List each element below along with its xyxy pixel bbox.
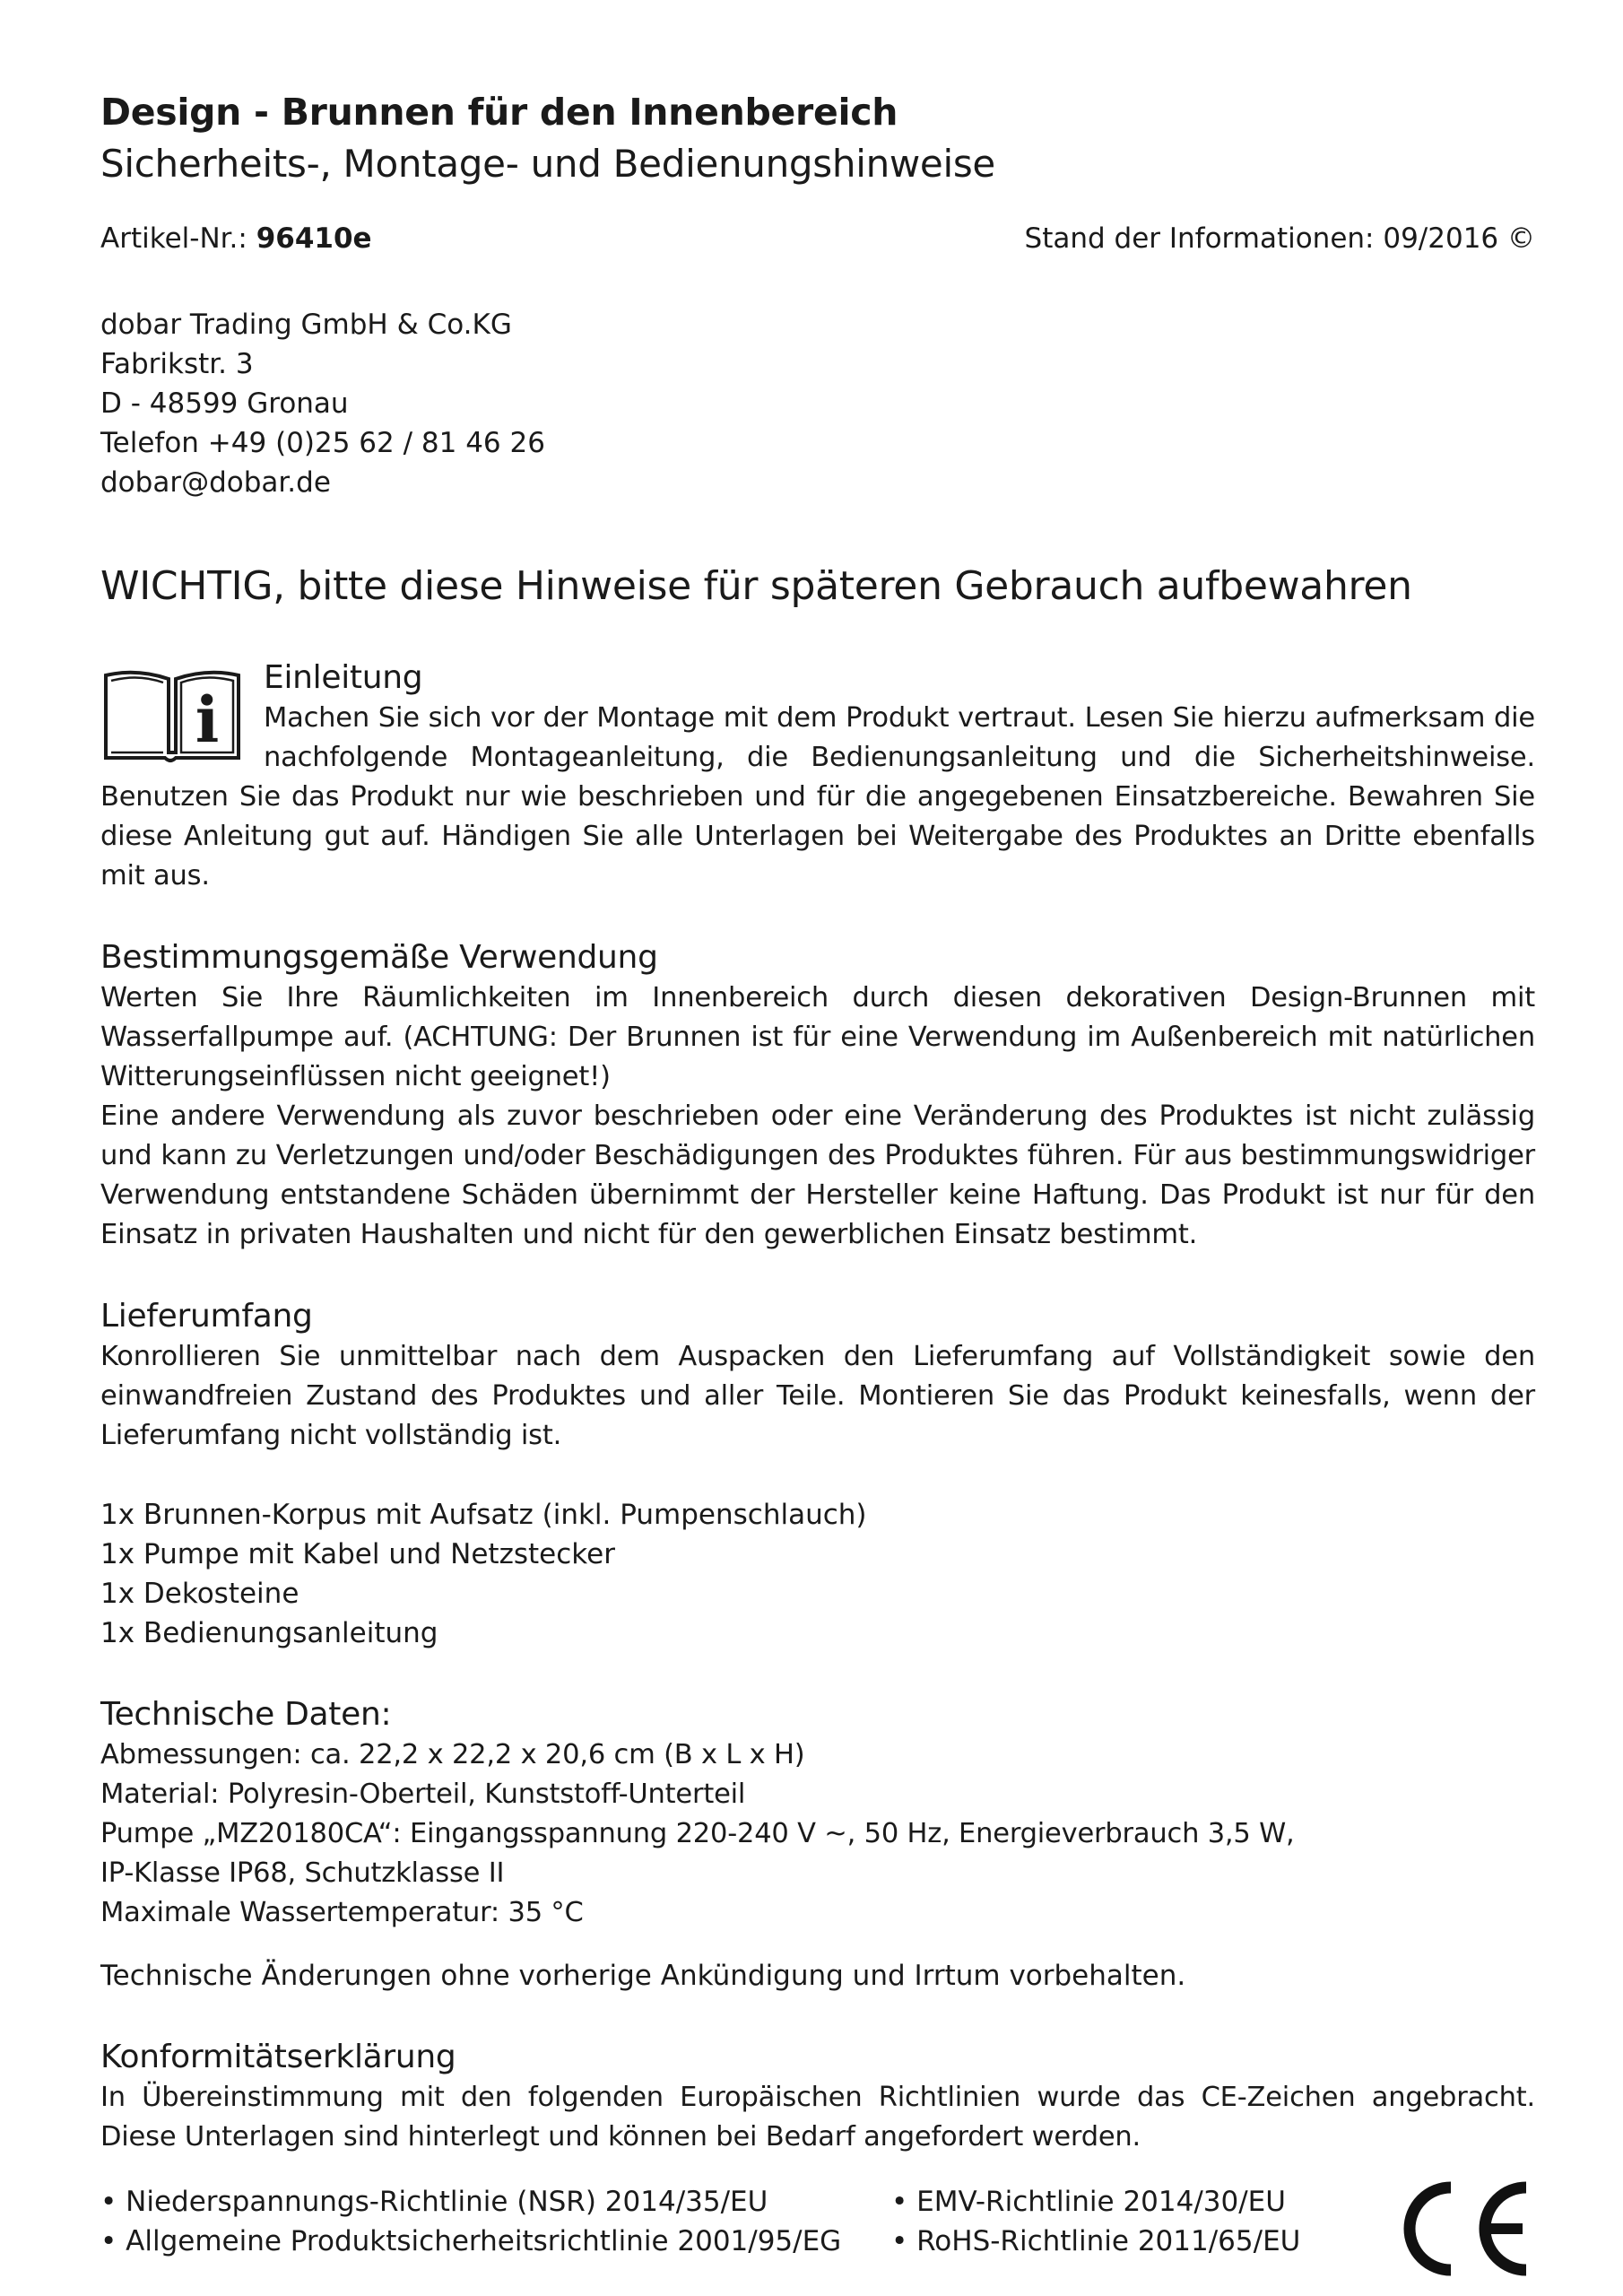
company-email: dobar@dobar.de (100, 465, 331, 499)
article-number: 96410e (256, 222, 372, 255)
list-item: 1x Brunnen-Korpus mit Aufsatz (inkl. Pumpenschlauch) (100, 1498, 867, 1531)
directive-list (100, 2182, 1535, 2268)
info-date: Stand der Informationen: 09/2016 © (1024, 222, 1535, 255)
info-book-icon (100, 666, 244, 765)
intro-text: Machen Sie sich vor der Montage mit dem Produkt vertraut. Lesen Sie hierzu aufmerksam die nachfolgende Montageanleitung, die Bedienungsanleitung und die Sicherheitshinweise. Benutzen Sie das Produkt nur wie beschrieben und für die angegebenen Einsatzbereiche. Bewahren Sie diese Anleitung gut auf. Händigen Sie alle Unterlagen bei Weitergabe des Produktes an Dritte ebenfalls mit aus. (100, 701, 1535, 891)
conformity-title: Konformitätserklärung (100, 2038, 456, 2075)
meta-row (100, 222, 1535, 262)
company-street: Fabrikstr. 3 (100, 347, 254, 380)
intro-section (100, 657, 1535, 896)
directive-column-right (891, 2182, 1300, 2261)
company-address (100, 305, 1535, 502)
list-item: 1x Bedienungsanleitung (100, 1616, 438, 1649)
document-title: Design - Brunnen für den Innenbereich (100, 91, 898, 134)
tech-line: IP-Klasse IP68, Schutzklasse II (100, 1857, 505, 1889)
info-icon-letter: i (195, 682, 220, 757)
ce-mark-icon (1392, 2177, 1535, 2281)
tech-line: Maximale Wassertemperatur: 35 °C (100, 1896, 584, 1928)
intro-title: Einleitung (264, 658, 423, 696)
company-city: D - 48599 Gronau (100, 387, 349, 420)
tech-line: Pumpe „MZ20180CA“: Eingangsspannung 220-240 V ~, 50 Hz, Energieverbrauch 3,5 W, (100, 1817, 1295, 1849)
article-label: Artikel-Nr.: (100, 222, 256, 255)
important-notice: WICHTIG, bitte diese Hinweise für späteren Gebrauch aufbewahren (100, 562, 1412, 609)
list-item: • EMV-Richtlinie 2014/30/EU (891, 2185, 1286, 2218)
document-subtitle: Sicherheits-, Montage- und Bedienungshinweise (100, 142, 995, 187)
delivery-text: Konrollieren Sie unmittelbar nach dem Auspacken den Lieferumfang auf Vollständigkeit sowie den einwandfreien Zustand des Produktes und aller Teile. Montieren Sie das Produkt keinesfalls, wenn der Lieferumfang nicht vollständig ist. (100, 1340, 1535, 1451)
delivery-list (100, 1495, 1535, 1653)
company-name: dobar Trading GmbH & Co.KG (100, 308, 512, 341)
usage-title: Bestimmungsgemäße Verwendung (100, 938, 658, 976)
list-item: • Niederspannungs-Richtlinie (NSR) 2014/35/EU (100, 2185, 768, 2218)
usage-paragraph-1: Werten Sie Ihre Räumlichkeiten im Innenbereich durch diesen dekorativen Design-Brunnen mit Wasserfallpumpe auf. (ACHTUNG: Der Brunnen ist für eine Verwendung im Außenbereich mit natürlichen Witterungseinflüssen nicht geeignet!) (100, 981, 1535, 1092)
list-item: 1x Pumpe mit Kabel und Netzstecker (100, 1537, 615, 1570)
tech-specs (100, 1735, 1535, 1933)
article-info (100, 222, 372, 255)
list-item: • Allgemeine Produktsicherheitsrichtlinie 2001/95/EG (100, 2224, 842, 2257)
company-phone: Telefon +49 (0)25 62 / 81 46 26 (100, 426, 545, 459)
conformity-text: In Übereinstimmung mit den folgenden Europäischen Richtlinien wurde das CE-Zeichen angebracht. Diese Unterlagen sind hinterlegt und können bei Bedarf angefordert werden. (100, 2081, 1535, 2152)
usage-paragraph-2: Eine andere Verwendung als zuvor beschrieben oder eine Veränderung des Produktes ist nicht zulässig und kann zu Verletzungen und/oder Beschädigungen des Produktes führen. Für aus bestimmungswidriger Verwendung entstandene Schäden übernimmt der Hersteller keine Haftung. Das Produkt ist nur für den Einsatz in privaten Haushalten und nicht für den gewerblichen Einsatz bestimmt. (100, 1100, 1535, 1250)
delivery-title: Lieferumfang (100, 1297, 313, 1335)
tech-disclaimer: Technische Änderungen ohne vorherige Ankündigung und Irrtum vorbehalten. (100, 1959, 1186, 1992)
tech-line: Abmessungen: ca. 22,2 x 22,2 x 20,6 cm (B x L x H) (100, 1738, 805, 1770)
list-item: • RoHS-Richtlinie 2011/65/EU (891, 2224, 1301, 2257)
list-item: 1x Dekosteine (100, 1577, 299, 1610)
tech-line: Material: Polyresin-Oberteil, Kunststoff-Unterteil (100, 1778, 746, 1810)
tech-title: Technische Daten: (100, 1695, 392, 1733)
document-page (100, 90, 1535, 2268)
directive-column-left (100, 2182, 841, 2261)
